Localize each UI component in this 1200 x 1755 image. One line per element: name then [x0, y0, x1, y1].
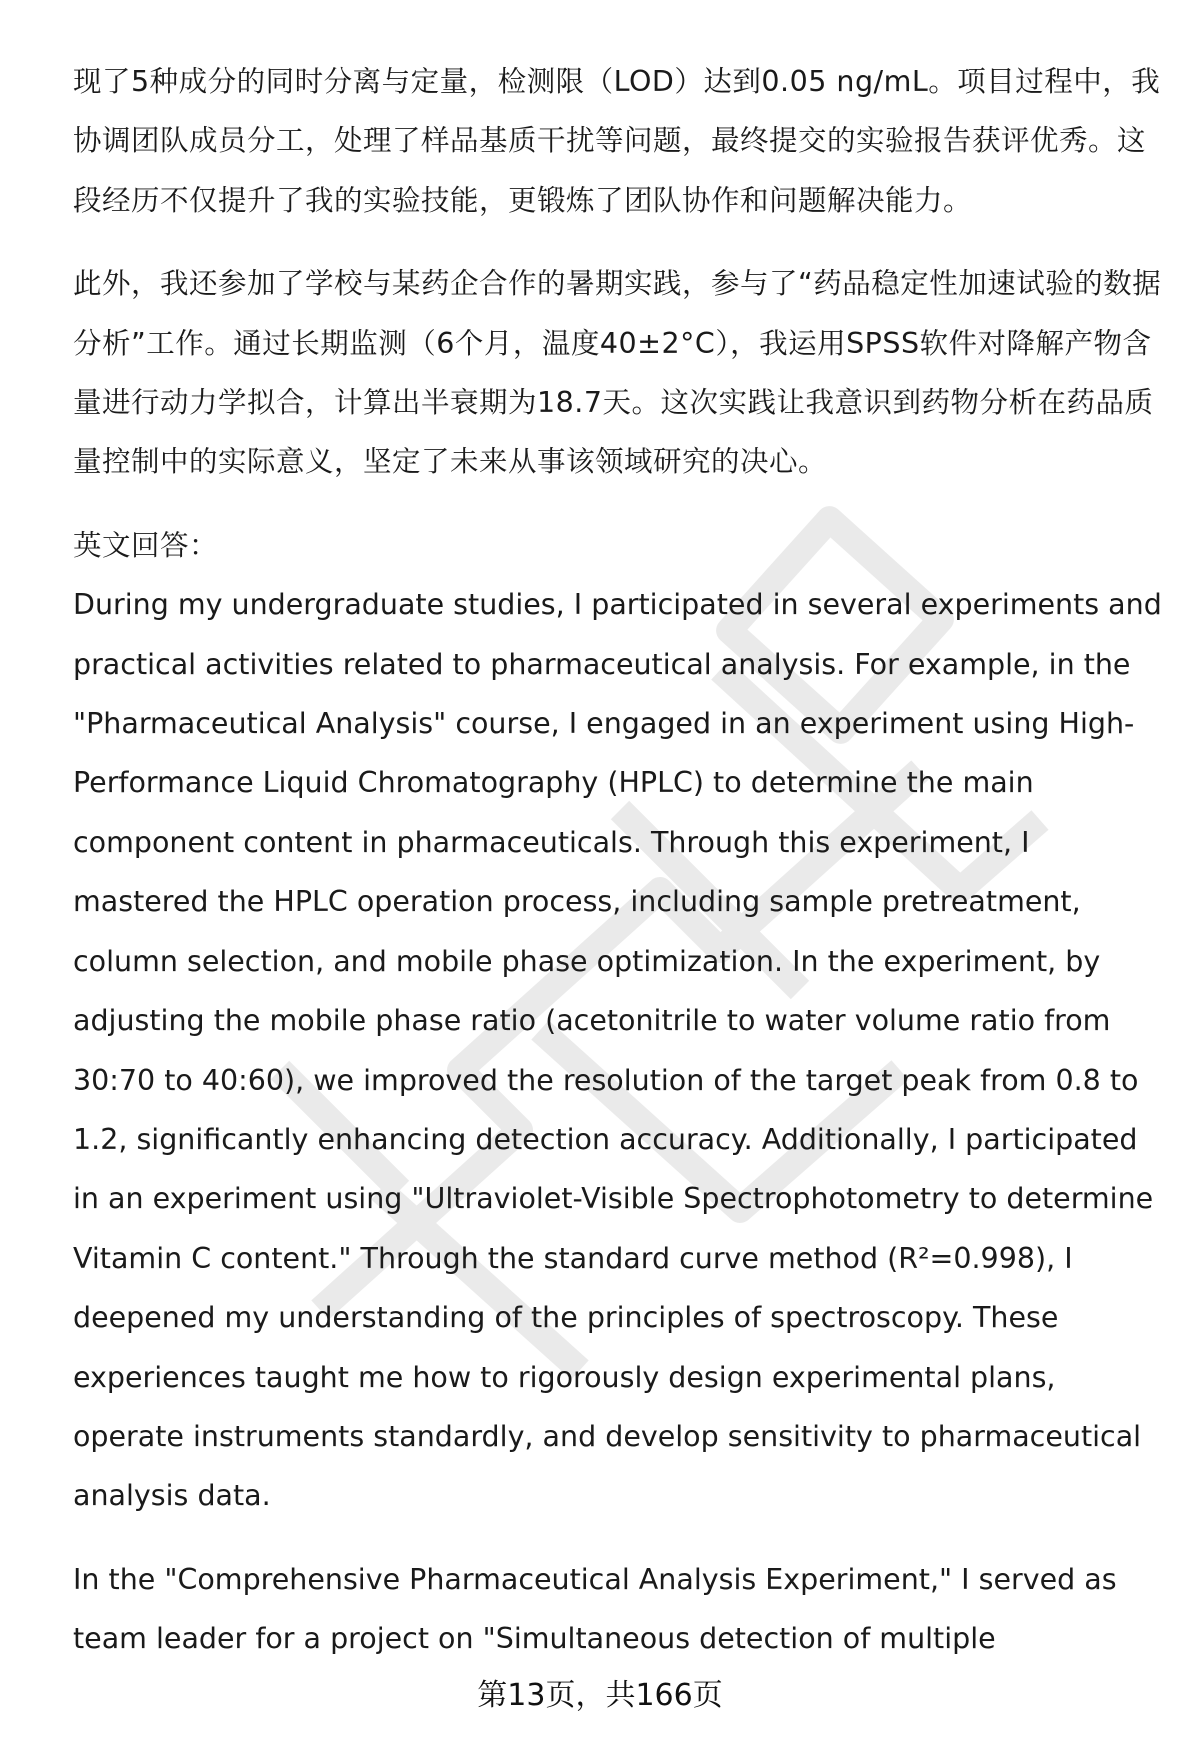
paragraph-zh-2: 此外，我还参加了学校与某药企合作的暑期实践，参与了“药品稳定性加速试验的数据分析”工作。通过长期监测（6个月，温度40±2°C），我运用SPSS软件对降解产物含量进行动力学拟合，计算出半衰期为18.7天。这次实践让我意识到药物分析在药品质量控制中的实际意义，坚定了未来从事该领域研究的决心。	[73, 267, 1162, 479]
english-answer-label: 英文回答：	[73, 528, 219, 562]
document-page	[73, 52, 1163, 1669]
page-number: 第13页，共166页	[477, 1678, 723, 1713]
paragraph-en-1: During my undergraduate studies, I participated in several experiments and practical activities related to pharmaceutical analysis. For example, in the "Pharmaceutical Analysis" course, I engaged in an experiment using High-Performance Liquid Chromatography (HPLC) to determine the main component content in pharmaceuticals. Through this experiment, I mastered the HPLC operation process, including sample pretreatment, column selection, and mobile phase optimization. In the experiment, by adjusting the mobile phase ratio (acetonitrile to water volume ratio from 30:70 to 40:60), we improved the resolution of the target peak from 0.8 to 1.2, significantly enhancing detection accuracy. Additionally, I participated in an experiment using "Ultraviolet-Visible Spectrophotometry to determine Vitamin C content." Through the standard curve method (R²=0.998), I deepened my understanding of the principles of spectroscopy. These experiences taught me how to rigorously design experimental plans, operate instruments standardly, and develop sensitivity to pharmaceutical analysis data.	[73, 588, 1162, 1513]
paragraph-en-2: In the "Comprehensive Pharmaceutical Analysis Experiment," I served as team leader for a project on "Simultaneous detection of multiple	[73, 1562, 1117, 1656]
paragraph-zh-1: 现了5种成分的同时分离与定量，检测限（LOD）达到0.05 ng/mL。项目过程中，我协调团队成员分工，处理了样品基质干扰等问题，最终提交的实验报告获评优秀。这段经历不仅提升了我的实验技能，更锻炼了团队协作和问题解决能力。	[73, 65, 1161, 217]
